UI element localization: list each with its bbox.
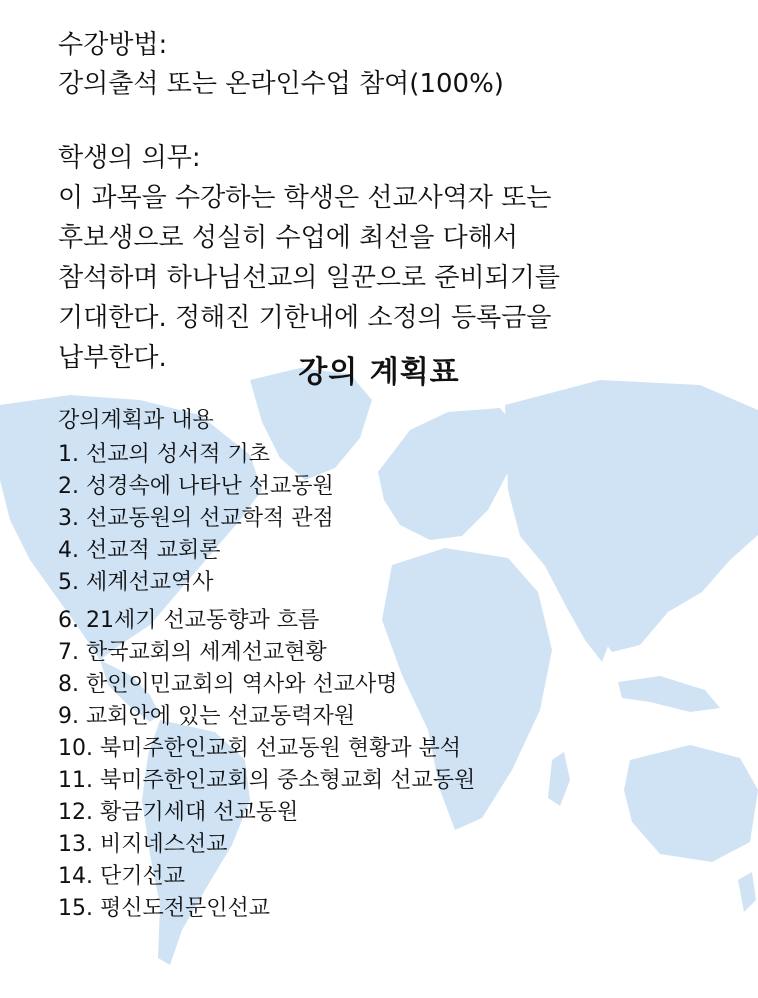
course-method-section [58, 26, 504, 104]
student-duty-line: 참석하며 하나님선교의 일꾼으로 준비되기를 [58, 263, 560, 293]
schedule-heading: 강의계획과 내용 [58, 408, 214, 433]
lecture-item: 9. 교회안에 있는 선교동력자원 [58, 704, 355, 729]
student-duty-label: 학생의 의무: [58, 143, 201, 173]
lecture-item: 6. 21세기 선교동향과 흐름 [58, 608, 320, 633]
lecture-item: 5. 세계선교역사 [58, 570, 214, 595]
student-duty-line: 후보생으로 성실히 수업에 최선을 다해서 [58, 223, 519, 253]
student-duty-line: 납부한다. [58, 343, 167, 373]
course-method-value: 강의출석 또는 온라인수업 참여(100%) [58, 69, 504, 99]
lecture-item: 10. 북미주한인교회 선교동원 현황과 분석 [58, 736, 461, 761]
schedule-title: 강의 계획표 [298, 355, 460, 390]
lecture-item: 15. 평신도전문인선교 [58, 896, 270, 921]
student-duty-line: 기대한다. 정해진 기한내에 소정의 등록금을 [58, 303, 552, 333]
lecture-item: 2. 성경속에 나타난 선교동원 [58, 474, 334, 499]
course-method-label: 수강방법: [58, 30, 168, 60]
lecture-item: 11. 북미주한인교회의 중소형교회 선교동원 [58, 768, 476, 793]
lecture-item: 14. 단기선교 [58, 864, 185, 889]
lecture-item: 4. 선교적 교회론 [58, 538, 221, 563]
student-duty-line: 이 과목을 수강하는 학생은 선교사역자 또는 [58, 183, 552, 213]
student-duty-section [58, 138, 560, 378]
lecture-item: 3. 선교동원의 선교학적 관점 [58, 506, 334, 531]
lecture-item: 13. 비지네스선교 [58, 832, 228, 857]
lecture-item: 12. 황금기세대 선교동원 [58, 800, 299, 825]
lecture-item: 7. 한국교회의 세계선교현황 [58, 640, 327, 665]
lecture-item: 1. 선교의 성서적 기초 [58, 442, 270, 467]
lecture-list [58, 439, 475, 925]
lecture-item: 8. 한인이민교회의 역사와 선교사명 [58, 672, 398, 697]
